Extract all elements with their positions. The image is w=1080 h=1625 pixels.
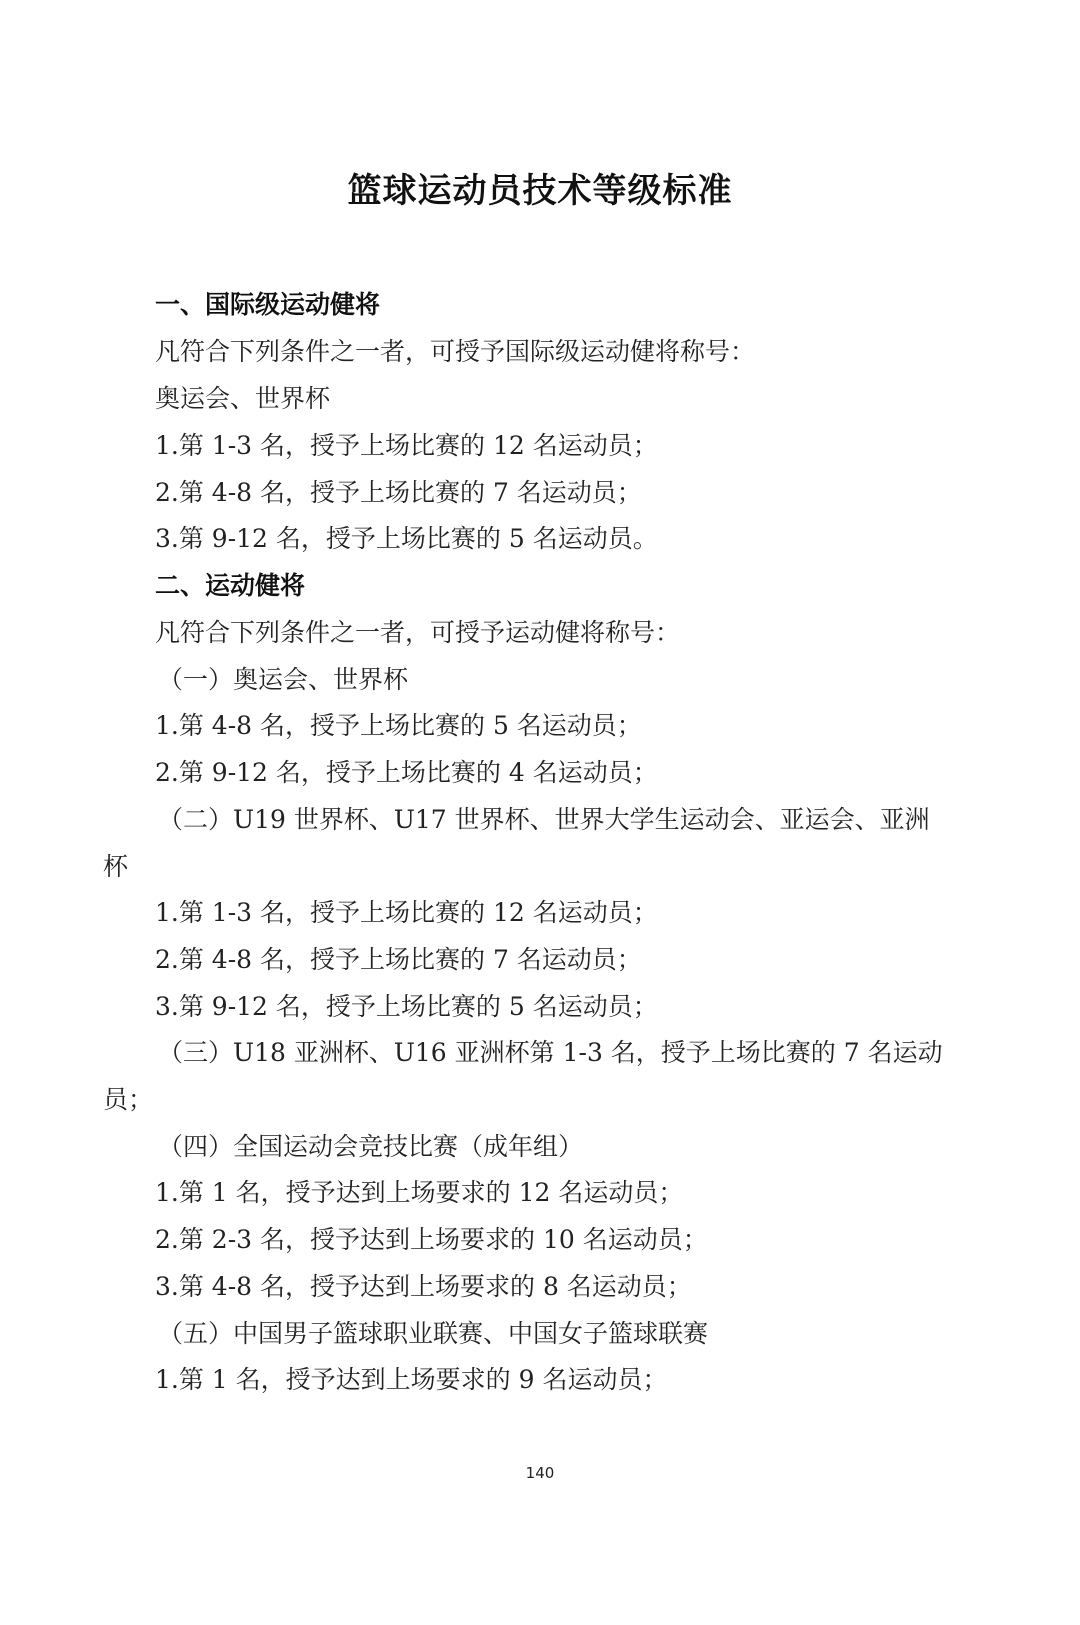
subsection-heading-continuation: 杯 bbox=[103, 852, 129, 881]
subsection-heading-continuation: 员； bbox=[103, 1085, 154, 1114]
section-heading-master: 二、运动健将 bbox=[155, 571, 306, 600]
list-item: 2.第 4-8 名，授予上场比赛的 7 名运动员； bbox=[155, 478, 642, 507]
list-item: 1.第 1 名，授予达到上场要求的 9 名运动员； bbox=[155, 1365, 668, 1394]
list-item: 2.第 4-8 名，授予上场比赛的 7 名运动员； bbox=[155, 945, 642, 974]
list-item: 3.第 9-12 名，授予上场比赛的 5 名运动员。 bbox=[155, 524, 658, 553]
list-item: 2.第 9-12 名，授予上场比赛的 4 名运动员； bbox=[155, 758, 658, 787]
list-item: 1.第 4-8 名，授予上场比赛的 5 名运动员； bbox=[155, 711, 642, 740]
list-item: 1.第 1-3 名，授予上场比赛的 12 名运动员； bbox=[155, 898, 658, 927]
list-item: 2.第 2-3 名，授予达到上场要求的 10 名运动员； bbox=[155, 1225, 708, 1254]
document-title: 篮球运动员技术等级标准 bbox=[347, 171, 733, 211]
page-number: 140 bbox=[525, 1464, 555, 1482]
subsection-heading: （一）奥运会、世界杯 bbox=[158, 665, 409, 694]
subsection-heading: （三）U18 亚洲杯、U16 亚洲杯第 1-3 名，授予上场比赛的 7 名运动 bbox=[158, 1038, 943, 1067]
list-item: 1.第 1 名，授予达到上场要求的 12 名运动员； bbox=[155, 1178, 684, 1207]
list-item: 3.第 9-12 名，授予上场比赛的 5 名运动员； bbox=[155, 992, 658, 1021]
paragraph-line: 凡符合下列条件之一者，可授予运动健将称号： bbox=[155, 618, 681, 647]
list-item: 3.第 4-8 名，授予达到上场要求的 8 名运动员； bbox=[155, 1272, 692, 1301]
paragraph-line: 奥运会、世界杯 bbox=[155, 384, 331, 413]
section-heading-international-master: 一、国际级运动健将 bbox=[155, 290, 381, 319]
subsection-heading: （四）全国运动会竞技比赛（成年组） bbox=[158, 1132, 584, 1161]
subsection-heading: （二）U19 世界杯、U17 世界杯、世界大学生运动会、亚运会、亚洲 bbox=[158, 805, 930, 834]
paragraph-line: 凡符合下列条件之一者，可授予国际级运动健将称号： bbox=[155, 337, 756, 366]
subsection-heading: （五）中国男子篮球职业联赛、中国女子篮球联赛 bbox=[158, 1319, 709, 1348]
list-item: 1.第 1-3 名，授予上场比赛的 12 名运动员； bbox=[155, 431, 658, 460]
